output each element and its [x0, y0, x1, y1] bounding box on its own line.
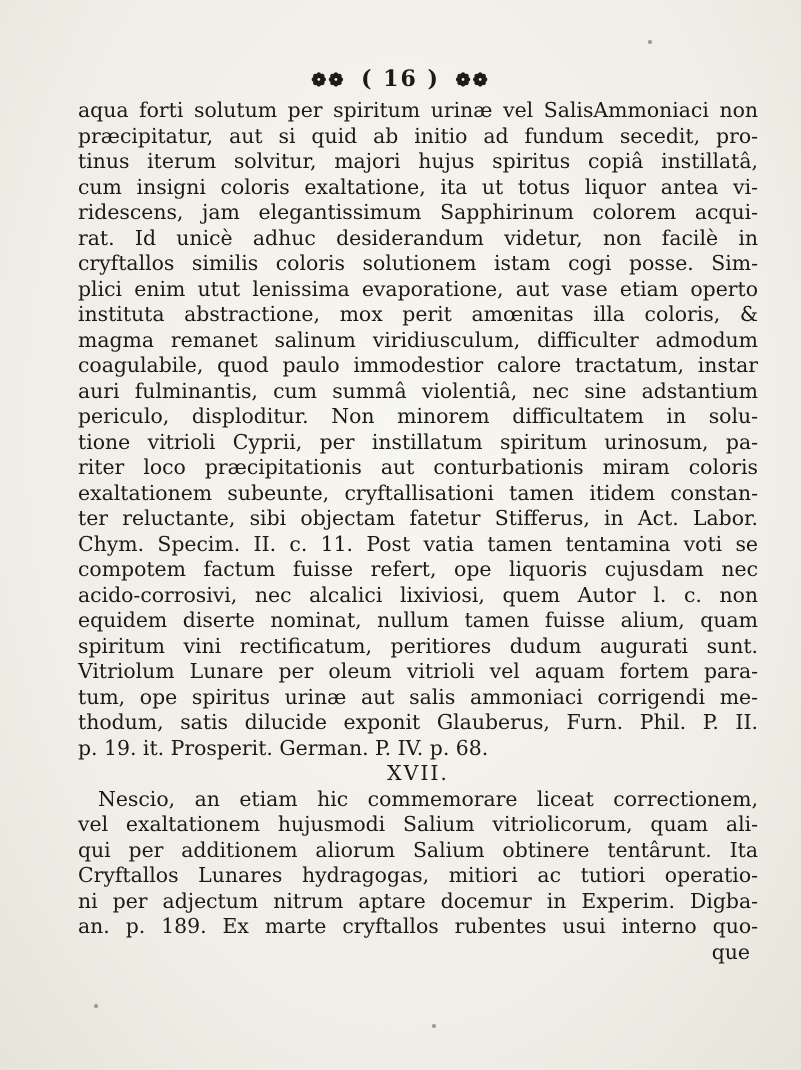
text-line: spiritum vini rectificatum, peritiores dudum augurati sunt.: [78, 633, 758, 658]
text-line: periculo, disploditur. Non minorem difficultatem in solu-: [78, 404, 758, 428]
ornament-left-icon: ❁❁: [311, 69, 346, 91]
text-line: ni per adjectum nitrum aptare docemur in Experim. Digba-: [78, 888, 758, 913]
text-line: compotem factum fuisse refert, ope liquoris cujusdam nec: [78, 557, 758, 581]
text-line: tione vitrioli Cyprii, per instillatum spiritum urinosum, pa-: [78, 429, 758, 454]
text-line: ter reluctante, sibi objectam fatetur Stifferus, in Act. Labor.: [78, 506, 758, 530]
ornament-right-icon: ❁❁: [455, 69, 490, 91]
text-line: magma remanet salinum viridiusculum, difficulter admodum: [78, 327, 758, 352]
text-line: equidem diserte nominat, nullum tamen fuisse alium, quam: [78, 608, 758, 632]
text-line: tinus iterum solvitur, majori hujus spiritus copiâ instillatâ,: [78, 149, 758, 173]
text-line: ridescens, jam elegantissimum Sapphirinum colorem acqui-: [78, 200, 758, 224]
paper-speck: [432, 1024, 436, 1028]
text-line: præcipitatur, aut si quid ab initio ad fundum secedit, pro-: [78, 123, 758, 148]
body-text: [78, 98, 758, 965]
text-line: cum insigni coloris exaltatione, ita ut totus liquor antea vi-: [78, 174, 758, 199]
text-line: qui per additionem aliorum Salium obtinere tentârunt. Ita: [78, 837, 758, 862]
page-number: ( 16 ): [361, 66, 440, 92]
paper-speck: [94, 1004, 98, 1008]
text-line: vel exaltationem hujusmodi Salium vitriolicorum, quam ali-: [78, 812, 758, 836]
text-line: plici enim utut lenissima evaporatione, aut vase etiam operto: [78, 276, 758, 301]
section-number: XVII.: [387, 761, 449, 785]
text-line: thodum, satis dilucide exponit Glauberus, Furn. Phil. P. II.: [78, 710, 758, 734]
text-line: exaltationem subeunte, cryftallisationi tamen itidem constan-: [78, 480, 758, 505]
text-line: instituta abstractione, mox perit amœnitas illa coloris, &: [78, 302, 758, 326]
text-line: auri fulminantis, cum summâ violentiâ, nec sine adstantium: [78, 378, 758, 403]
text-line: Nescio, an etiam hic commemorare liceat correctionem,: [98, 786, 758, 811]
text-line: tum, ope spiritus urinæ aut salis ammoniaci corrigendi me-: [78, 684, 758, 709]
text-line: riter loco præcipitationis aut conturbationis miram coloris: [78, 455, 758, 479]
text-line: Cryftallos Lunares hydragogas, mitiori ac tutiori operatio-: [78, 863, 758, 887]
text-line: Chym. Specim. II. c. 11. Post vatia tamen tentamina voti se: [78, 531, 758, 556]
text-line: Vitriolum Lunare per oleum vitrioli vel aquam fortem para-: [78, 659, 758, 683]
text-line: cryftallos similis coloris solutionem istam cogi posse. Sim-: [78, 251, 758, 275]
text-line: p. 19. it. Prosperit. German. P. IV. p. 68.: [78, 735, 489, 760]
paper-speck: [648, 40, 652, 44]
page-header: [0, 66, 801, 92]
text-line: coagulabile, quod paulo immodestior calore tractatum, instar: [78, 353, 758, 377]
text-line: an. p. 189. Ex marte cryftallos rubentes usui interno quo-: [78, 914, 758, 938]
text-line: aqua forti solutum per spiritum urinæ vel SalisAmmoniaci non: [78, 98, 758, 122]
catchword: que: [711, 939, 750, 964]
text-line: rat. Id unicè adhuc desiderandum videtur, non facilè in: [78, 225, 758, 250]
text-line: acido-corrosivi, nec alcalici lixiviosi, quem Autor l. c. non: [78, 582, 758, 607]
